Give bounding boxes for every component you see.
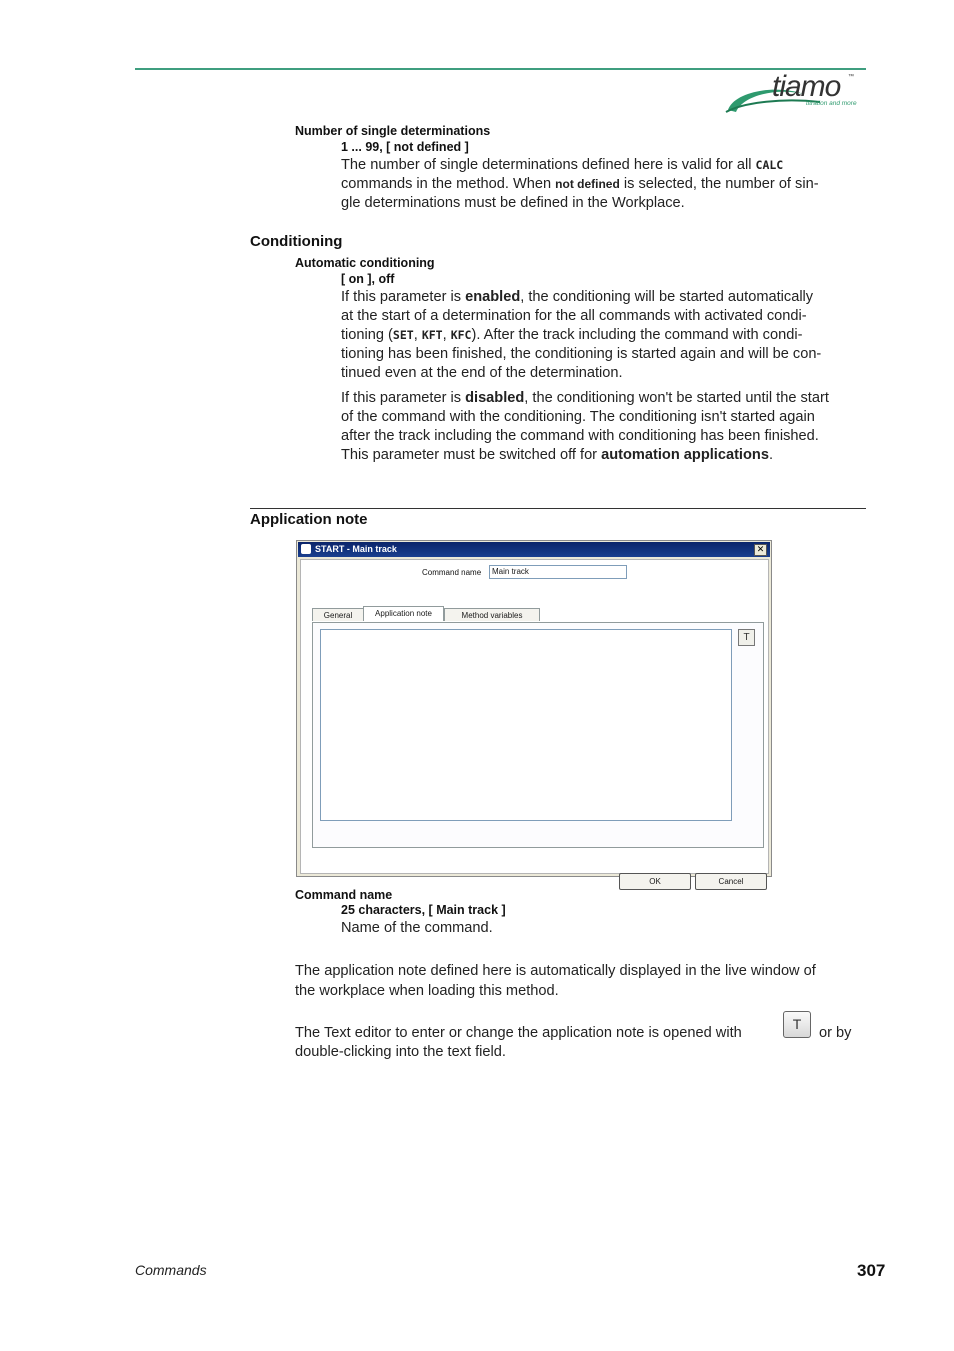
tab-application-note[interactable]: Application note: [363, 606, 444, 621]
logo-tm: ™: [848, 74, 854, 80]
logo-tagline: titration and more: [806, 100, 857, 107]
param-desc-single-determinations: The number of single determinations defined here is valid for all CALC commands in the method. When not defined is selected, the number of sin- gle determinations must be defined in the Workplace.: [341, 157, 819, 211]
tiamo-logo: [724, 72, 869, 120]
logo-word: tiamo: [772, 70, 841, 103]
param-desc-command-name: Name of the command.: [341, 920, 493, 936]
section-title-conditioning: Conditioning: [250, 233, 343, 250]
close-icon[interactable]: ✕: [754, 544, 767, 556]
param-range-command-name: 25 characters, [ Main track ]: [341, 903, 506, 917]
start-dialog: [296, 540, 772, 886]
dialog-title: START - Main track: [315, 544, 397, 554]
page-number: 307: [857, 1261, 886, 1280]
command-name-label: Command name: [422, 568, 482, 577]
param-name-command-name: Command name: [295, 888, 393, 902]
dialog-body: [300, 559, 769, 886]
app-icon: [301, 544, 311, 554]
footer-section: Commands: [135, 1262, 207, 1278]
text-editor-paragraph-suffix: or by: [819, 1025, 852, 1041]
text-editor-button[interactable]: T: [738, 629, 755, 646]
text-editor-icon: T: [783, 1011, 811, 1038]
param-range-single-determinations: 1 ... 99, [ not defined ]: [341, 140, 469, 154]
dialog-titlebar: [298, 542, 770, 557]
section-title-application-note: Application note: [250, 511, 368, 528]
command-name-input[interactable]: Main track: [489, 565, 627, 579]
conditioning-desc-disabled: If this parameter is disabled, the conditioning won't be started until the start of the command with the conditioning. The conditioning isn't started again after the track including the command with conditioning has been finished. This parameter must be switched off for automation applications.: [341, 390, 829, 463]
application-note-textarea[interactable]: [320, 629, 732, 821]
tab-general[interactable]: General: [312, 608, 364, 621]
param-range-automatic-conditioning: [ on ], off: [341, 272, 395, 286]
section-rule: [250, 508, 866, 509]
application-note-paragraph: The application note defined here is automatically displayed in the live window of the workplace when loading this method.: [295, 963, 816, 999]
header-rule: [135, 68, 866, 70]
text-editor-paragraph-line2: double-clicking into the text field.: [295, 1044, 506, 1060]
ok-button[interactable]: OK: [619, 873, 691, 890]
application-note-panel: [312, 622, 764, 848]
cancel-button[interactable]: Cancel: [695, 873, 767, 890]
conditioning-desc-enabled: If this parameter is enabled, the conditioning will be started automatically at the start of a determination for the all commands with activated condi- tioning (SET, KFT, KFC). After the track including the command with condi- tioning has been finished, the conditioning is started again and will be con- tinued even at the end of the determination.: [341, 289, 822, 381]
param-name-automatic-conditioning: Automatic conditioning: [295, 256, 435, 270]
tab-method-variables[interactable]: Method variables: [444, 608, 540, 621]
text-editor-paragraph-line1: The Text editor to enter or change the application note is opened with: [295, 1025, 742, 1041]
param-name-single-determinations: Number of single determinations: [295, 124, 491, 138]
